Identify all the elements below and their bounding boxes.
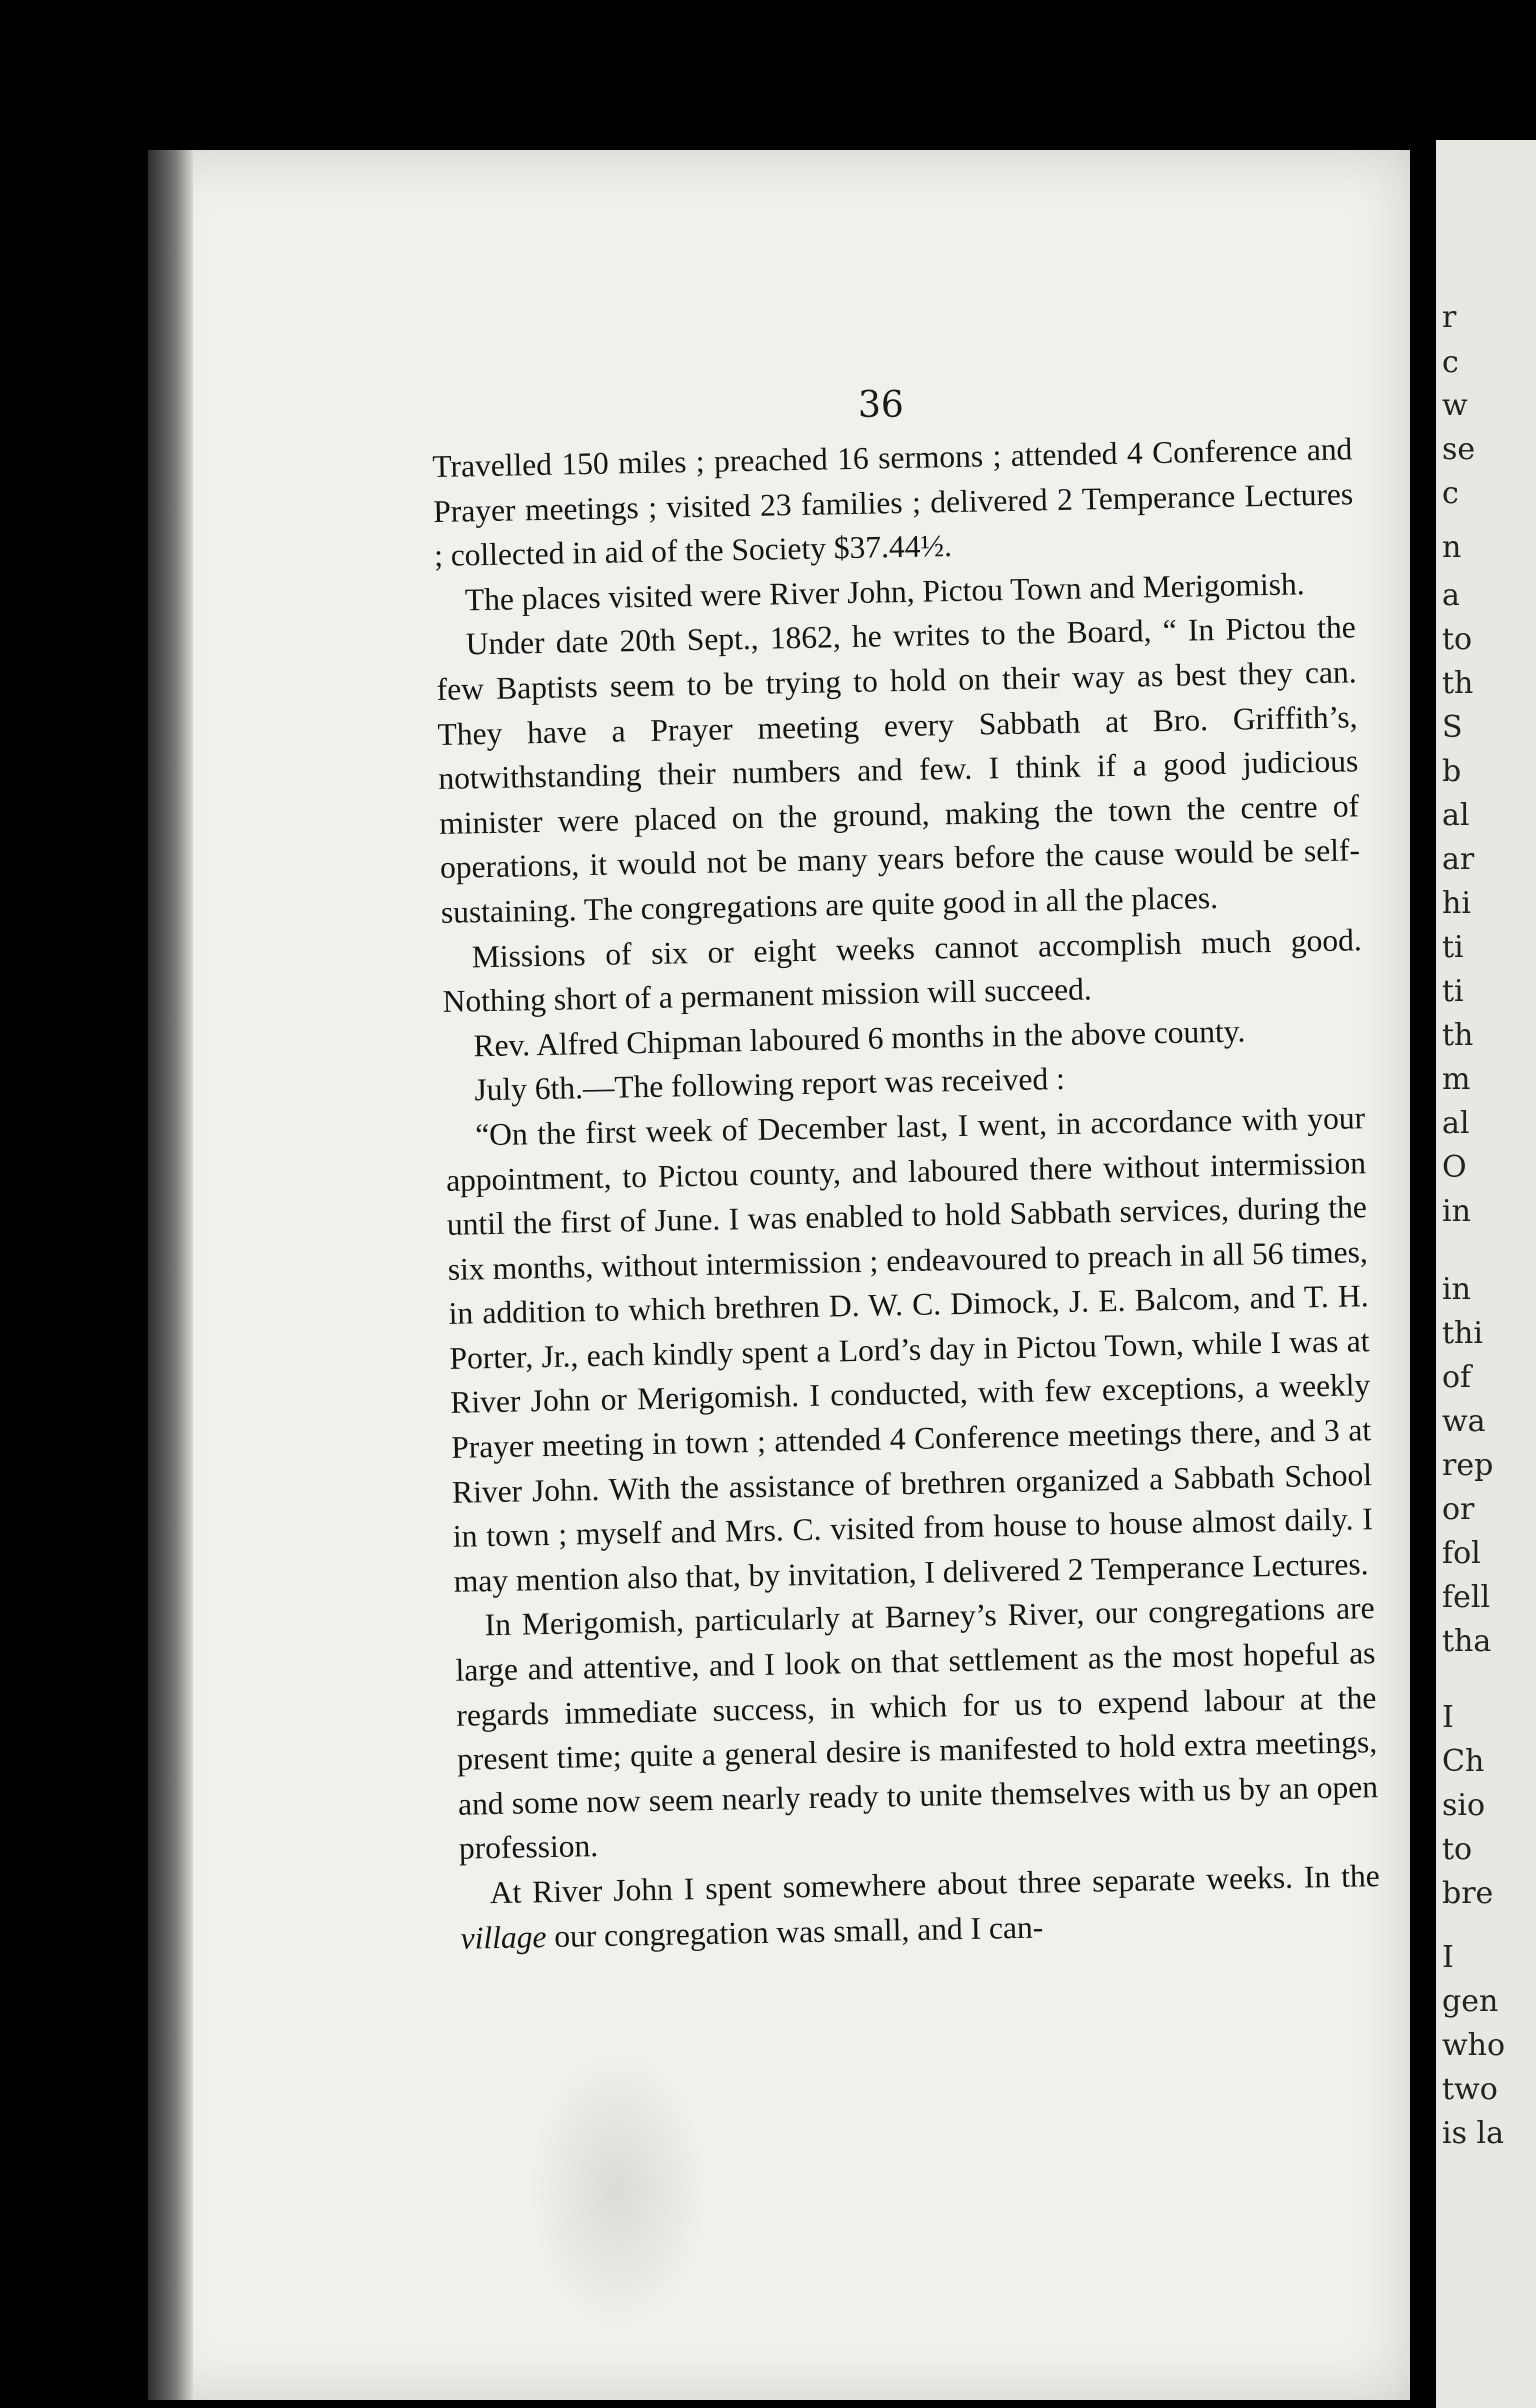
facing-page-fragment: hi [1442, 886, 1471, 921]
facing-page-fragment: ar [1442, 842, 1475, 877]
facing-page-fragment: ti [1442, 930, 1464, 965]
paragraph: Under date 20th Sept., 1862, he writes to the Board, “ In Pictou the few Baptists seem to be trying to hold on their way as best they can. They have a Prayer meeting every Sabbath at Bro. Griffith’s, notwithstanding their numbers and few. I think if a good judicious minister were placed on the ground, making the town the centre of operations, it would not be many years before the cause would be self-sustaining. The congregations are quite good in all the places. [436, 609, 1361, 930]
facing-page-fragment: S [1442, 710, 1463, 745]
paragraph: Travelled 150 miles ; preached 16 sermons ; attended 4 Conference and Prayer meetings ; visited 23 families ; delivered 2 Temperance Lectures ; collected in aid of the Society $37.44½. [432, 431, 1354, 574]
facing-page-fragment: of [1442, 1360, 1472, 1395]
paragraph-last-end: our congregation was small, and I can- [546, 1909, 1044, 1954]
page-number: 36 [858, 385, 904, 426]
page-body [432, 427, 1381, 1961]
facing-page-fragment: fol [1442, 1536, 1481, 1571]
italic-word: village [460, 1918, 547, 1956]
facing-page-fragment: bre [1442, 1876, 1494, 1911]
facing-page-fragment: al [1442, 1106, 1470, 1141]
facing-page-fragment: I [1442, 1700, 1454, 1735]
facing-page-fragment: I [1442, 1940, 1454, 1975]
facing-page-fragment: O [1442, 1150, 1467, 1185]
facing-page-fragment: is la [1442, 2116, 1505, 2151]
facing-page-fragment: to [1442, 622, 1473, 657]
facing-page-fragment: fell [1442, 1580, 1491, 1615]
facing-page-fragment: tha [1442, 1624, 1492, 1659]
paragraph: The places visited were River John, Pictou Town and Merigomish. [464, 566, 1305, 618]
facing-page-edge [1436, 140, 1536, 2408]
facing-page-fragment: ti [1442, 974, 1464, 1009]
facing-page-fragment: to [1442, 1832, 1473, 1867]
facing-page-fragment: in [1442, 1272, 1471, 1307]
paragraph: Missions of six or eight weeks cannot accomplish much good. Nothing short of a permanent mission will succeed. [442, 921, 1362, 1020]
facing-page-fragment: wa [1442, 1404, 1486, 1439]
facing-page-fragment: who [1442, 2028, 1506, 2063]
page-spine-shadow [148, 150, 193, 2400]
facing-page-fragment: rep [1442, 1448, 1494, 1483]
facing-page-fragment: c [1442, 345, 1459, 380]
facing-page-fragment: c [1442, 476, 1459, 511]
paragraph-last-start: At River John I spent somewhere about three separate weeks. In the [489, 1858, 1380, 1911]
paragraph-last [459, 1854, 1381, 1961]
facing-page-fragment: thi [1442, 1316, 1483, 1351]
facing-page-fragment: a [1442, 578, 1460, 613]
facing-page-fragment: al [1442, 798, 1470, 833]
facing-page-fragment: sio [1442, 1788, 1486, 1823]
paragraph: July 6th.—The following report was received : [474, 1061, 1066, 1108]
paragraph: In Merigomish, particularly at Barney’s River, our congregations are large and attentive, and I look on that settlement as the most hopeful as regards immediate success, in which for us to expend labour at the present time; quite a general desire is manifested to hold extra meetings, and some now seem nearly ready to unite themselves with us by an open profession. [455, 1590, 1379, 1867]
facing-page-fragment: r [1442, 300, 1457, 335]
facing-page-fragment: th [1442, 666, 1474, 701]
facing-page-fragment: se [1442, 432, 1476, 467]
facing-page-fragment: m [1442, 1062, 1471, 1097]
book-gutter [1410, 120, 1436, 2408]
facing-page-fragment: two [1442, 2072, 1498, 2107]
facing-page-fragment: Ch [1442, 1744, 1485, 1779]
facing-page-fragment: or [1442, 1492, 1475, 1527]
facing-page-fragment: th [1442, 1018, 1474, 1053]
paragraph: Rev. Alfred Chipman laboured 6 months in the above county. [473, 1013, 1246, 1064]
facing-page-fragment: b [1442, 754, 1462, 789]
page-stain [528, 2050, 708, 2330]
facing-page-fragment: gen [1442, 1984, 1499, 2019]
facing-page-fragment: n [1442, 530, 1462, 565]
facing-page-fragment: w [1442, 388, 1468, 423]
facing-page-fragment: in [1442, 1194, 1471, 1229]
paragraph: “On the first week of December last, I went, in accordance with your appointment, to Pictou county, and laboured there without intermission until the first of June. I was enabled to hold Sabbath services, during the six months, without intermission ; endeavoured to preach in all 56 times, in addition to which brethren D. W. C. Dimock, J. E. Balcom, and T. H. Porter, Jr., each kindly spent a Lord’s day in Pictou Town, while I was at River John or Merigomish. I conducted, with few exceptions, a weekly Prayer meeting in town ; attended 4 Conference meetings there, and 3 at River John. With the assistance of brethren organized a Sabbath School in town ; myself and Mrs. C. visited from house to house almost daily. I may mention also that, by invitation, I delivered 2 Temperance Lectures. [445, 1100, 1374, 1599]
